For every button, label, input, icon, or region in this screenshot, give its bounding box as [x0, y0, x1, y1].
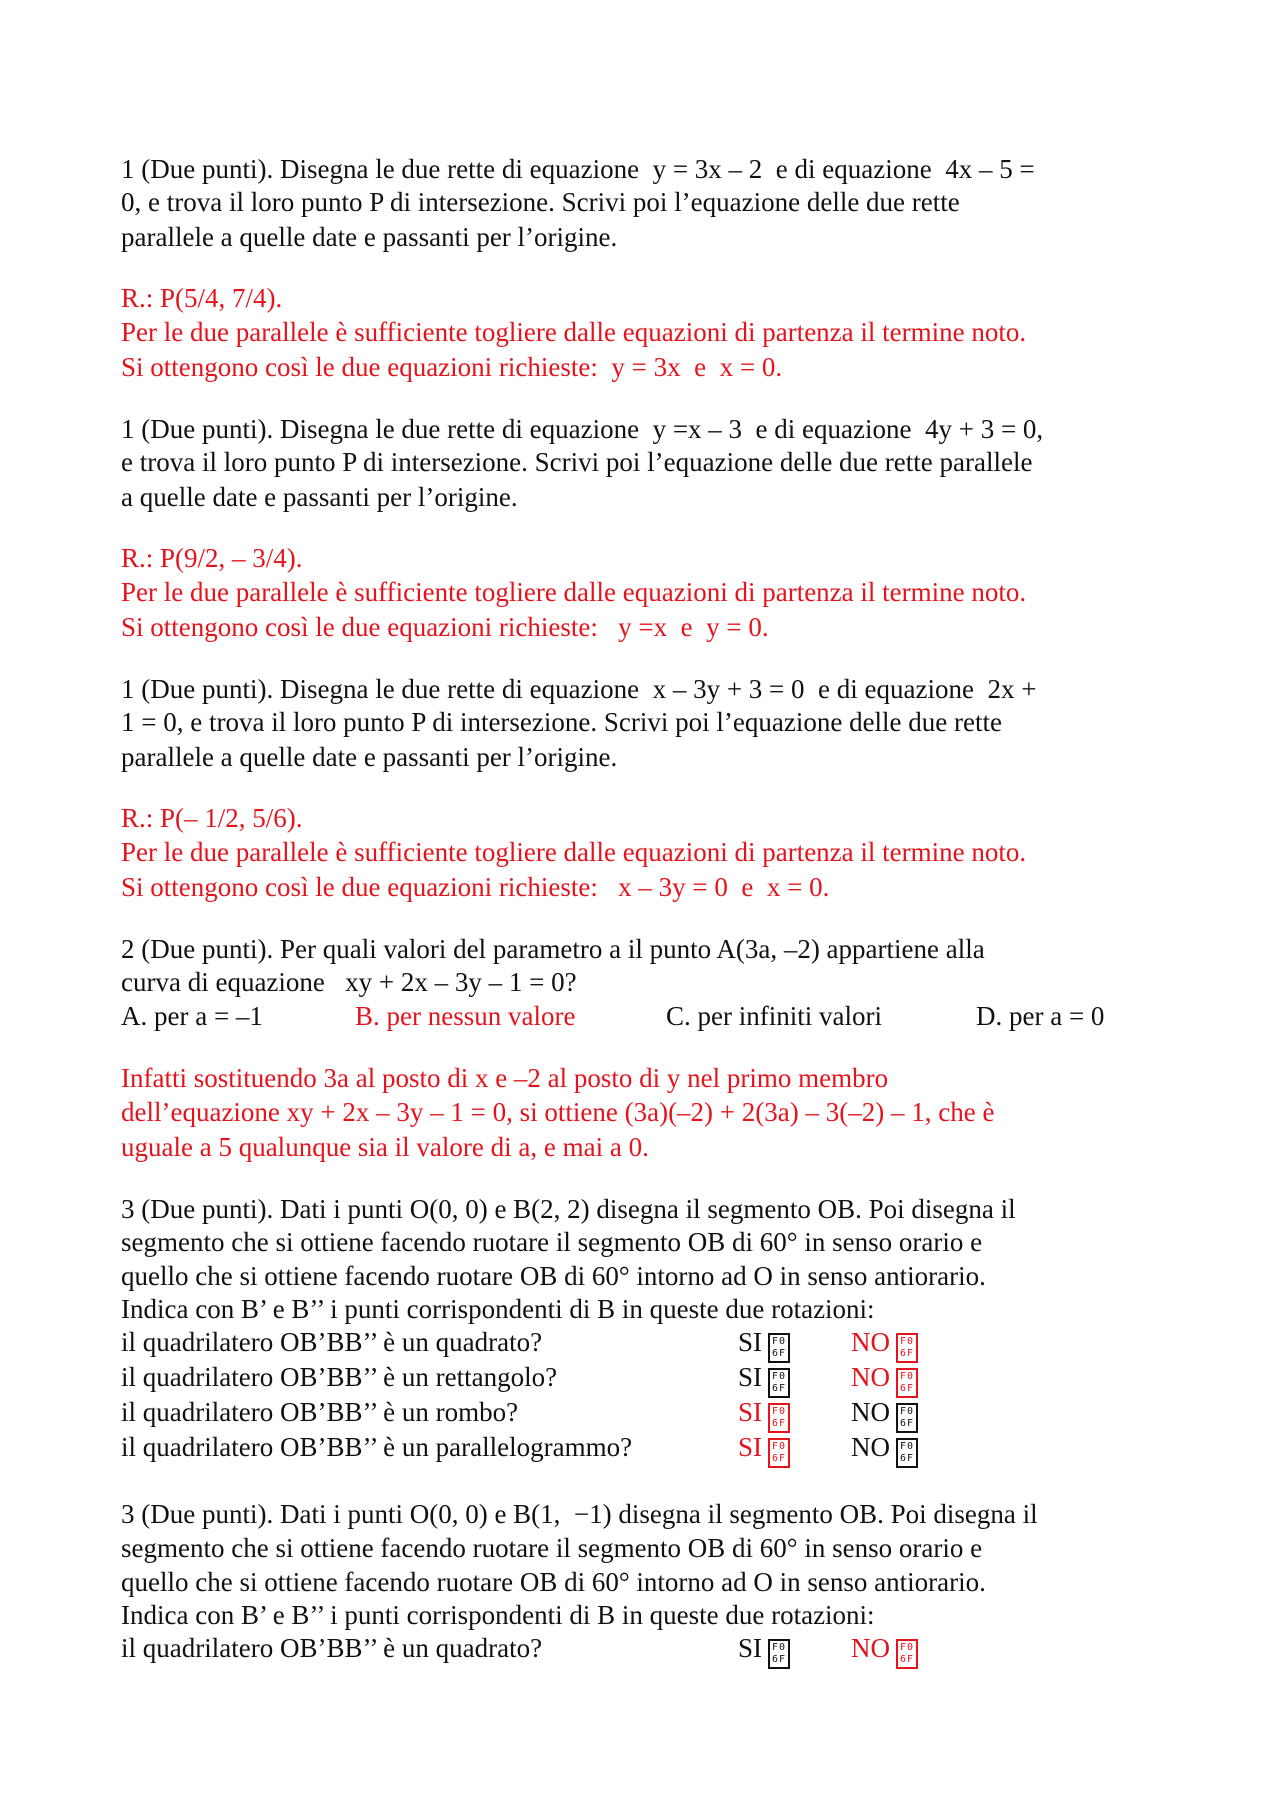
- missing-glyph-checkbox-icon[interactable]: F0 6F: [896, 1403, 918, 1433]
- question-3b-line-4: Indica con B’ e B’’ i punti corrispondenti di B in queste due rotazioni:: [121, 1600, 875, 1630]
- question-1c-line-3: parallele a quelle date e passanti per l’origine.: [121, 742, 618, 772]
- no-label: NO: [851, 1397, 890, 1427]
- question-3b-line-2: segmento che si ottiene facendo ruotare il segmento OB di 60° in senso orario e: [121, 1533, 983, 1563]
- no-label: NO: [851, 1633, 890, 1663]
- question-1a-line-2: 0, e trova il loro punto P di intersezione. Scrivi poi l’equazione delle due rette: [121, 187, 960, 217]
- question-3a-line-4: Indica con B’ e B’’ i punti corrispondenti di B in queste due rotazioni:: [121, 1294, 875, 1324]
- question-3a-line-3: quello che si ottiene facendo ruotare OB di 60° intorno ad O in senso antiorario.: [121, 1261, 986, 1291]
- question-1b-line-3: a quelle date e passanti per l’origine.: [121, 482, 518, 512]
- explanation-2-line-1: Infatti sostituendo 3a al posto di x e –2 al posto di y nel primo membro: [121, 1063, 889, 1093]
- answer-1b-line-3: Si ottengono così le due equazioni richieste: y =x e y = 0.: [121, 612, 769, 642]
- quiz-row-question: il quadrilatero OB’BB’’ è un parallelogrammo?: [121, 1432, 633, 1462]
- missing-glyph-checkbox-icon[interactable]: F0 6F: [896, 1438, 918, 1468]
- no-label: NO: [851, 1362, 890, 1392]
- si-choice[interactable]: [738, 1430, 790, 1468]
- question-1c-line-2: 1 = 0, e trova il loro punto P di intersezione. Scrivi poi l’equazione delle due rette: [121, 707, 1002, 737]
- missing-glyph-checkbox-icon[interactable]: F0 6F: [896, 1639, 918, 1669]
- si-choice[interactable]: [738, 1395, 790, 1433]
- missing-glyph-checkbox-icon[interactable]: F0 6F: [896, 1368, 918, 1398]
- question-1a-line-3: parallele a quelle date e passanti per l’origine.: [121, 222, 618, 252]
- question-1a-line-1: 1 (Due punti). Disegna le due rette di equazione y = 3x – 2 e di equazione 4x – 5 =: [121, 154, 1035, 184]
- si-label: SI: [738, 1432, 763, 1462]
- quiz-row-question: il quadrilatero OB’BB’’ è un rettangolo?: [121, 1362, 558, 1392]
- explanation-2-line-3: uguale a 5 qualunque sia il valore di a, e mai a 0.: [121, 1132, 649, 1162]
- question-3b-line-3: quello che si ottiene facendo ruotare OB di 60° intorno ad O in senso antiorario.: [121, 1567, 986, 1597]
- option-d: D. per a = 0: [976, 1001, 1105, 1031]
- answer-1a-line-2: Per le due parallele è sufficiente togliere dalle equazioni di partenza il termine noto.: [121, 317, 1027, 347]
- question-2-line-2: curva di equazione xy + 2x – 3y – 1 = 0?: [121, 967, 577, 997]
- answer-1c-line-3: Si ottengono così le due equazioni richieste: x – 3y = 0 e x = 0.: [121, 872, 830, 902]
- missing-glyph-checkbox-icon[interactable]: F0 6F: [768, 1403, 790, 1433]
- quiz-row-question: il quadrilatero OB’BB’’ è un rombo?: [121, 1397, 519, 1427]
- option-b-correct: B. per nessun valore: [355, 1001, 576, 1031]
- missing-glyph-checkbox-icon[interactable]: F0 6F: [768, 1639, 790, 1669]
- quiz-row-question: il quadrilatero OB’BB’’ è un quadrato?: [121, 1633, 543, 1663]
- no-choice[interactable]: [851, 1360, 918, 1398]
- answer-1b-line-2: Per le due parallele è sufficiente togliere dalle equazioni di partenza il termine noto.: [121, 577, 1027, 607]
- si-label: SI: [738, 1327, 763, 1357]
- question-3a-line-2: segmento che si ottiene facendo ruotare il segmento OB di 60° in senso orario e: [121, 1227, 983, 1257]
- no-choice[interactable]: [851, 1325, 918, 1363]
- no-label: NO: [851, 1432, 890, 1462]
- si-label: SI: [738, 1362, 763, 1392]
- no-choice[interactable]: [851, 1631, 918, 1669]
- answer-1c-line-1: R.: P(– 1/2, 5/6).: [121, 803, 303, 833]
- si-choice[interactable]: [738, 1325, 790, 1363]
- missing-glyph-checkbox-icon[interactable]: F0 6F: [768, 1368, 790, 1398]
- answer-1a-line-3: Si ottengono così le due equazioni richieste: y = 3x e x = 0.: [121, 352, 783, 382]
- missing-glyph-checkbox-icon[interactable]: F0 6F: [768, 1438, 790, 1468]
- question-1c-line-1: 1 (Due punti). Disegna le due rette di equazione x – 3y + 3 = 0 e di equazione 2x +: [121, 674, 1037, 704]
- quiz-row-question: il quadrilatero OB’BB’’ è un quadrato?: [121, 1327, 543, 1357]
- answer-1c-line-2: Per le due parallele è sufficiente togliere dalle equazioni di partenza il termine noto.: [121, 837, 1027, 867]
- si-label: SI: [738, 1397, 763, 1427]
- question-2-line-1: 2 (Due punti). Per quali valori del parametro a il punto A(3a, –2) appartiene alla: [121, 934, 985, 964]
- option-c: C. per infiniti valori: [666, 1001, 882, 1031]
- question-3a-line-1: 3 (Due punti). Dati i punti O(0, 0) e B(2, 2) disegna il segmento OB. Poi disegna il: [121, 1194, 1016, 1224]
- si-choice[interactable]: [738, 1631, 790, 1669]
- no-choice[interactable]: [851, 1395, 918, 1433]
- answer-1a-line-1: R.: P(5/4, 7/4).: [121, 283, 283, 313]
- missing-glyph-checkbox-icon[interactable]: F0 6F: [768, 1333, 790, 1363]
- si-label: SI: [738, 1633, 763, 1663]
- option-a: A. per a = –1: [121, 1001, 263, 1031]
- no-label: NO: [851, 1327, 890, 1357]
- no-choice[interactable]: [851, 1430, 918, 1468]
- explanation-2-line-2: dell’equazione xy + 2x – 3y – 1 = 0, si ottiene (3a)(–2) + 2(3a) – 3(–2) – 1, che è: [121, 1097, 995, 1127]
- question-1b-line-1: 1 (Due punti). Disegna le due rette di equazione y =x – 3 e di equazione 4y + 3 = 0,: [121, 414, 1044, 444]
- missing-glyph-checkbox-icon[interactable]: F0 6F: [896, 1333, 918, 1363]
- question-3b-line-1: 3 (Due punti). Dati i punti O(0, 0) e B(1, −1) disegna il segmento OB. Poi disegna il: [121, 1499, 1038, 1529]
- question-1b-line-2: e trova il loro punto P di intersezione. Scrivi poi l’equazione delle due rette parallele: [121, 447, 1033, 477]
- si-choice[interactable]: [738, 1360, 790, 1398]
- answer-1b-line-1: R.: P(9/2, – 3/4).: [121, 543, 303, 573]
